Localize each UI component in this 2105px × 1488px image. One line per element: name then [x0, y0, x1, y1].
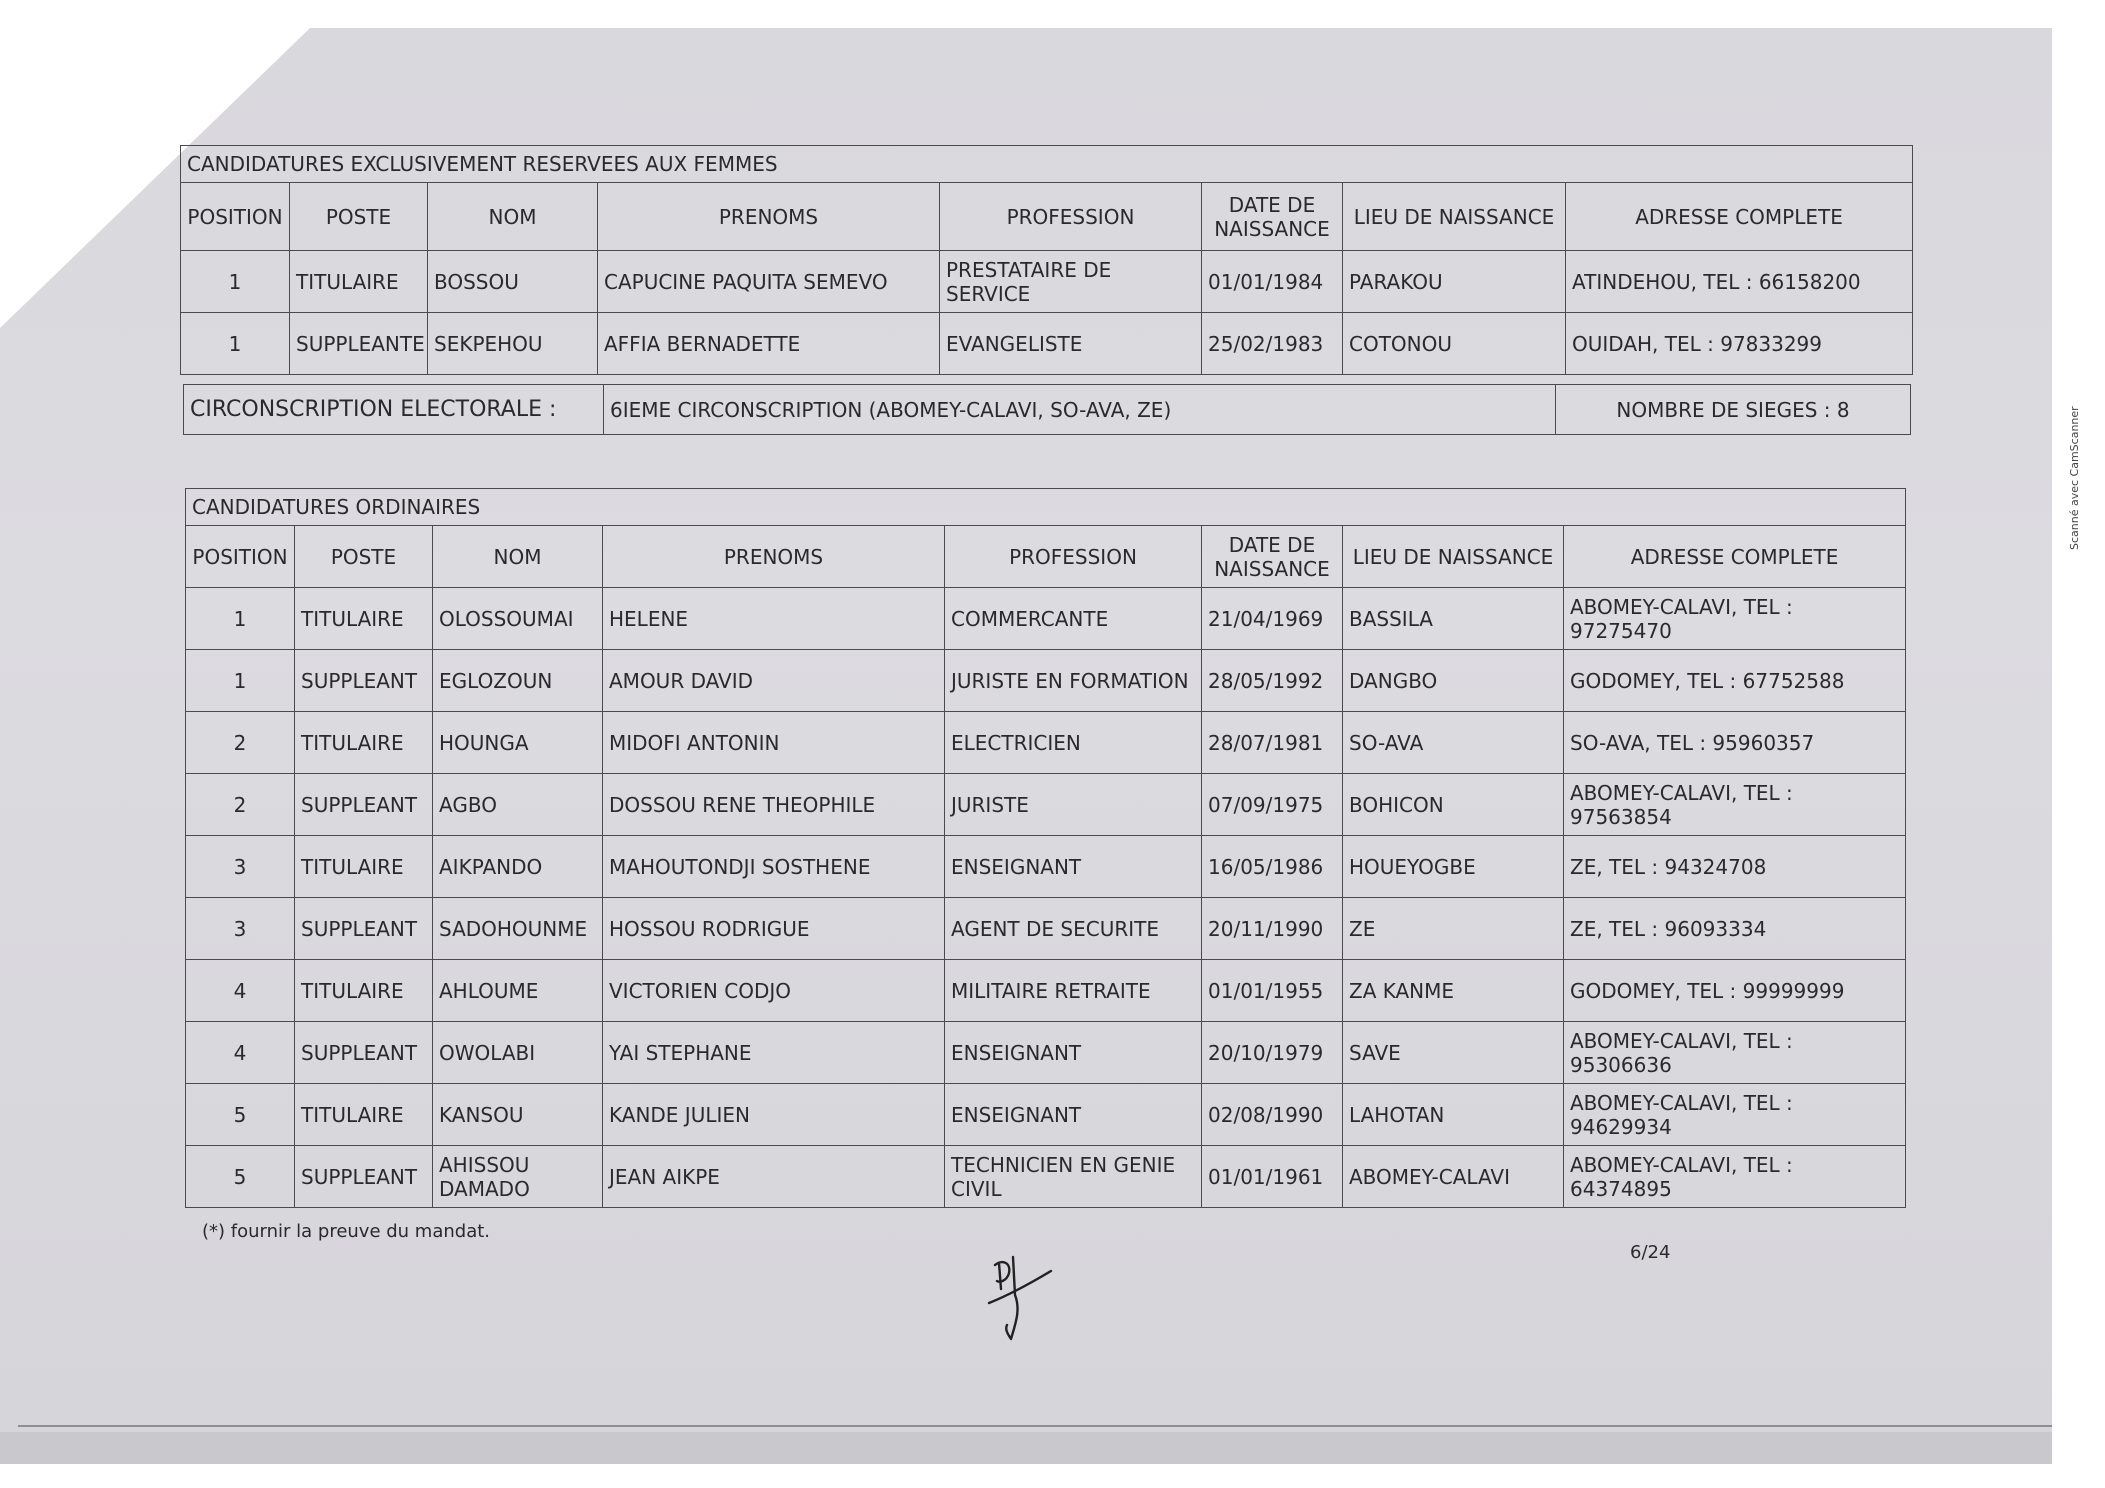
cell-nom: BOSSOU — [428, 251, 598, 313]
circonscription-label: CIRCONSCRIPTION ELECTORALE : — [184, 385, 604, 435]
cell-lieu: COTONOU — [1343, 313, 1566, 375]
table-row — [186, 836, 1906, 898]
cell-lieu: SAVE — [1343, 1022, 1564, 1084]
table-row — [186, 1146, 1906, 1208]
cell-position: 4 — [186, 1022, 295, 1084]
cell-date: 21/04/1969 — [1202, 588, 1343, 650]
page-number: 6/24 — [1630, 1242, 1671, 1263]
cell-position: 1 — [181, 313, 290, 375]
cell-prenoms: AMOUR DAVID — [603, 650, 945, 712]
cell-date: 28/07/1981 — [1202, 712, 1343, 774]
header-poste: POSTE — [295, 526, 433, 588]
cell-position: 1 — [186, 650, 295, 712]
cell-lieu: BOHICON — [1343, 774, 1564, 836]
seats-count: NOMBRE DE SIEGES : 8 — [1556, 385, 1911, 435]
ordinary-rows — [186, 588, 1906, 1208]
cell-adresse: SO-AVA, TEL : 95960357 — [1564, 712, 1906, 774]
table-row — [186, 712, 1906, 774]
cell-lieu: ABOMEY-CALAVI — [1343, 1146, 1564, 1208]
cell-adresse: ABOMEY-CALAVI, TEL : 97275470 — [1564, 588, 1906, 650]
cell-poste: SUPPLEANT — [295, 1146, 433, 1208]
cell-adresse: ABOMEY-CALAVI, TEL : 94629934 — [1564, 1084, 1906, 1146]
table-caption-row — [186, 489, 1906, 526]
cell-prenoms: VICTORIEN CODJO — [603, 960, 945, 1022]
cell-adresse: ABOMEY-CALAVI, TEL : 95306636 — [1564, 1022, 1906, 1084]
cell-nom: KANSOU — [433, 1084, 603, 1146]
header-nom: NOM — [433, 526, 603, 588]
cell-profession: ENSEIGNANT — [945, 836, 1202, 898]
table-row — [186, 650, 1906, 712]
cell-adresse: OUIDAH, TEL : 97833299 — [1566, 313, 1913, 375]
cell-poste: TITULAIRE — [295, 588, 433, 650]
cell-date: 16/05/1986 — [1202, 836, 1343, 898]
cell-lieu: PARAKOU — [1343, 251, 1566, 313]
circonscription-row — [184, 385, 1911, 435]
cell-poste: TITULAIRE — [290, 251, 428, 313]
women-candidates-table — [180, 145, 1913, 375]
cell-position: 5 — [186, 1084, 295, 1146]
cell-nom: AGBO — [433, 774, 603, 836]
cell-prenoms: HOSSOU RODRIGUE — [603, 898, 945, 960]
header-date-naissance: DATE DE NAISSANCE — [1202, 526, 1343, 588]
cell-lieu: ZA KANME — [1343, 960, 1564, 1022]
cell-profession: COMMERCANTE — [945, 588, 1202, 650]
cell-poste: TITULAIRE — [295, 960, 433, 1022]
cell-poste: SUPPLEANT — [295, 1022, 433, 1084]
cell-prenoms: KANDE JULIEN — [603, 1084, 945, 1146]
header-prenoms: PRENOMS — [603, 526, 945, 588]
header-profession: PROFESSION — [940, 183, 1202, 251]
table-caption-row — [181, 146, 1913, 183]
table-row — [181, 251, 1913, 313]
cell-profession: TECHNICIEN EN GENIE CIVIL — [945, 1146, 1202, 1208]
table-row — [181, 313, 1913, 375]
header-poste: POSTE — [290, 183, 428, 251]
table-row — [186, 1022, 1906, 1084]
cell-date: 20/10/1979 — [1202, 1022, 1343, 1084]
table-row — [186, 588, 1906, 650]
cell-adresse: GODOMEY, TEL : 67752588 — [1564, 650, 1906, 712]
cell-position: 3 — [186, 898, 295, 960]
cell-position: 5 — [186, 1146, 295, 1208]
cell-date: 02/08/1990 — [1202, 1084, 1343, 1146]
cell-nom: SADOHOUNME — [433, 898, 603, 960]
header-prenoms: PRENOMS — [598, 183, 940, 251]
cell-adresse: ATINDEHOU, TEL : 66158200 — [1566, 251, 1913, 313]
header-date-naissance: DATE DE NAISSANCE — [1202, 183, 1343, 251]
cell-date: 01/01/1984 — [1202, 251, 1343, 313]
cell-nom: SEKPEHOU — [428, 313, 598, 375]
cell-profession: MILITAIRE RETRAITE — [945, 960, 1202, 1022]
cell-prenoms: MIDOFI ANTONIN — [603, 712, 945, 774]
cell-nom: EGLOZOUN — [433, 650, 603, 712]
cell-date: 01/01/1961 — [1202, 1146, 1343, 1208]
cell-position: 4 — [186, 960, 295, 1022]
cell-adresse: ABOMEY-CALAVI, TEL : 97563854 — [1564, 774, 1906, 836]
cell-profession: ELECTRICIEN — [945, 712, 1202, 774]
header-lieu-naissance: LIEU DE NAISSANCE — [1343, 526, 1564, 588]
cell-prenoms: CAPUCINE PAQUITA SEMEVO — [598, 251, 940, 313]
header-adresse: ADRESSE COMPLETE — [1564, 526, 1906, 588]
cell-poste: TITULAIRE — [295, 836, 433, 898]
cell-position: 2 — [186, 712, 295, 774]
cell-prenoms: HELENE — [603, 588, 945, 650]
table-row — [186, 774, 1906, 836]
cell-adresse: ABOMEY-CALAVI, TEL : 64374895 — [1564, 1146, 1906, 1208]
cell-lieu: SO-AVA — [1343, 712, 1564, 774]
cell-prenoms: MAHOUTONDJI SOSTHENE — [603, 836, 945, 898]
cell-lieu: BASSILA — [1343, 588, 1564, 650]
table-row — [186, 898, 1906, 960]
cell-date: 28/05/1992 — [1202, 650, 1343, 712]
cell-profession: ENSEIGNANT — [945, 1022, 1202, 1084]
table-row — [186, 960, 1906, 1022]
cell-prenoms: YAI STEPHANE — [603, 1022, 945, 1084]
cell-lieu: HOUEYOGBE — [1343, 836, 1564, 898]
cell-lieu: ZE — [1343, 898, 1564, 960]
handwritten-signature — [985, 1255, 1065, 1345]
cell-position: 1 — [181, 251, 290, 313]
cell-profession: JURISTE EN FORMATION — [945, 650, 1202, 712]
cell-profession: ENSEIGNANT — [945, 1084, 1202, 1146]
women-section-caption: CANDIDATURES EXCLUSIVEMENT RESERVEES AUX FEMMES — [181, 146, 1913, 183]
table-header-row — [181, 183, 1913, 251]
ordinary-candidates-table — [185, 488, 1906, 1208]
page-bottom-edge — [18, 1425, 2052, 1427]
page-bottom-band — [0, 1432, 2052, 1464]
cell-adresse: GODOMEY, TEL : 99999999 — [1564, 960, 1906, 1022]
cell-nom: AIKPANDO — [433, 836, 603, 898]
cell-nom: AHLOUME — [433, 960, 603, 1022]
cell-nom: AHISSOU DAMADO — [433, 1146, 603, 1208]
cell-poste: SUPPLEANTE — [290, 313, 428, 375]
cell-nom: HOUNGA — [433, 712, 603, 774]
cell-lieu: DANGBO — [1343, 650, 1564, 712]
cell-prenoms: DOSSOU RENE THEOPHILE — [603, 774, 945, 836]
camscanner-watermark: Scanné avec CamScanner — [2068, 406, 2081, 550]
header-lieu-naissance: LIEU DE NAISSANCE — [1343, 183, 1566, 251]
cell-adresse: ZE, TEL : 96093334 — [1564, 898, 1906, 960]
cell-nom: OWOLABI — [433, 1022, 603, 1084]
cell-nom: OLOSSOUMAI — [433, 588, 603, 650]
cell-position: 2 — [186, 774, 295, 836]
cell-date: 01/01/1955 — [1202, 960, 1343, 1022]
cell-prenoms: JEAN AIKPE — [603, 1146, 945, 1208]
cell-date: 20/11/1990 — [1202, 898, 1343, 960]
header-profession: PROFESSION — [945, 526, 1202, 588]
cell-date: 25/02/1983 — [1202, 313, 1343, 375]
cell-poste: TITULAIRE — [295, 1084, 433, 1146]
cell-poste: SUPPLEANT — [295, 898, 433, 960]
cell-profession: EVANGELISTE — [940, 313, 1202, 375]
table-row — [186, 1084, 1906, 1146]
cell-profession: PRESTATAIRE DE SERVICE — [940, 251, 1202, 313]
cell-prenoms: AFFIA BERNADETTE — [598, 313, 940, 375]
cell-lieu: LAHOTAN — [1343, 1084, 1564, 1146]
footnote: (*) fournir la preuve du mandat. — [202, 1221, 491, 1242]
header-position: POSITION — [181, 183, 290, 251]
cell-poste: TITULAIRE — [295, 712, 433, 774]
circonscription-table — [183, 384, 1911, 435]
cell-position: 3 — [186, 836, 295, 898]
cell-adresse: ZE, TEL : 94324708 — [1564, 836, 1906, 898]
cell-date: 07/09/1975 — [1202, 774, 1343, 836]
cell-poste: SUPPLEANT — [295, 650, 433, 712]
cell-position: 1 — [186, 588, 295, 650]
ordinary-section-caption: CANDIDATURES ORDINAIRES — [186, 489, 1906, 526]
circonscription-value: 6IEME CIRCONSCRIPTION (ABOMEY-CALAVI, SO-AVA, ZE) — [604, 385, 1556, 435]
cell-profession: AGENT DE SECURITE — [945, 898, 1202, 960]
header-adresse: ADRESSE COMPLETE — [1566, 183, 1913, 251]
table-header-row — [186, 526, 1906, 588]
header-nom: NOM — [428, 183, 598, 251]
cell-profession: JURISTE — [945, 774, 1202, 836]
cell-poste: SUPPLEANT — [295, 774, 433, 836]
header-position: POSITION — [186, 526, 295, 588]
